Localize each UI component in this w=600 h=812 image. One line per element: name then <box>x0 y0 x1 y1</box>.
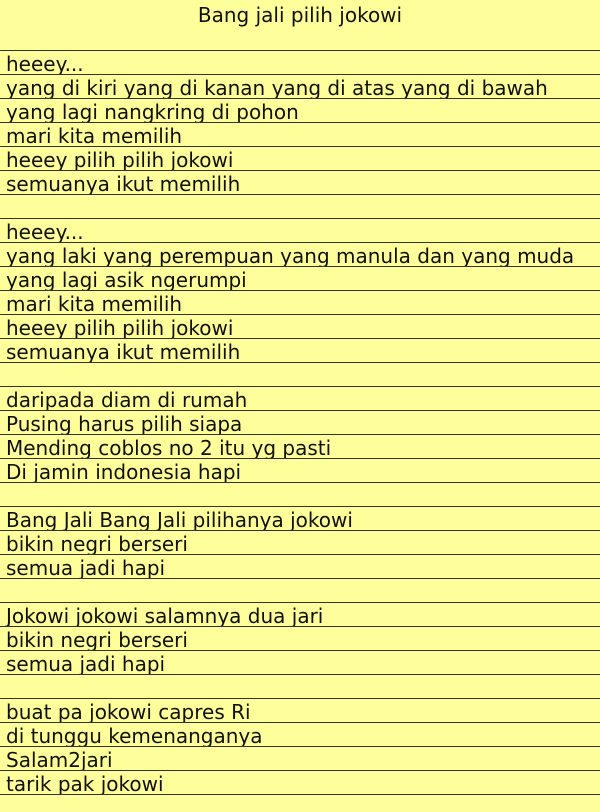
note-line[interactable]: mari kita memilih <box>0 123 600 147</box>
note-line[interactable]: yang lagi nangkring di pohon <box>0 99 600 123</box>
note-line[interactable]: di tunggu kemenanganya <box>0 723 600 747</box>
note-line[interactable]: bikin negri berseri <box>0 531 600 555</box>
note-line[interactable]: Di jamin indonesia hapi <box>0 459 600 483</box>
note-line[interactable]: heeey pilih pilih jokowi <box>0 315 600 339</box>
note-line[interactable] <box>0 675 600 699</box>
note-line[interactable]: bikin negri berseri <box>0 627 600 651</box>
note-line[interactable]: Mending coblos no 2 itu yg pasti <box>0 435 600 459</box>
note-line[interactable]: heeey... <box>0 219 600 243</box>
note-line[interactable]: mari kita memilih <box>0 291 600 315</box>
note-line[interactable]: semua jadi hapi <box>0 555 600 579</box>
note-line[interactable] <box>0 579 600 603</box>
note-line[interactable]: Jokowi jokowi salamnya dua jari <box>0 603 600 627</box>
note-lines[interactable] <box>0 27 600 795</box>
note-line[interactable]: yang laki yang perempuan yang manula dan yang muda <box>0 243 600 267</box>
note-line[interactable]: Bang Jali Bang Jali pilihanya jokowi <box>0 507 600 531</box>
note-line[interactable]: heeey... <box>0 51 600 75</box>
note-line[interactable]: yang di kiri yang di kanan yang di atas yang di bawah <box>0 75 600 99</box>
note-line[interactable]: tarik pak jokowi <box>0 771 600 795</box>
note-line[interactable] <box>0 483 600 507</box>
note-line[interactable]: Salam2jari <box>0 747 600 771</box>
note-line[interactable]: buat pa jokowi capres Ri <box>0 699 600 723</box>
note-line[interactable] <box>0 363 600 387</box>
note-line[interactable]: semuanya ikut memilih <box>0 171 600 195</box>
note-title: Bang jali pilih jokowi <box>197 3 403 27</box>
note-line[interactable]: heeey pilih pilih jokowi <box>0 147 600 171</box>
note-line[interactable]: semuanya ikut memilih <box>0 339 600 363</box>
note-line[interactable]: Pusing harus pilih siapa <box>0 411 600 435</box>
note-line[interactable]: daripada diam di rumah <box>0 387 600 411</box>
note-line[interactable]: semua jadi hapi <box>0 651 600 675</box>
note-line[interactable] <box>0 27 600 51</box>
note-line[interactable]: yang lagi asik ngerumpi <box>0 267 600 291</box>
note-line[interactable] <box>0 195 600 219</box>
